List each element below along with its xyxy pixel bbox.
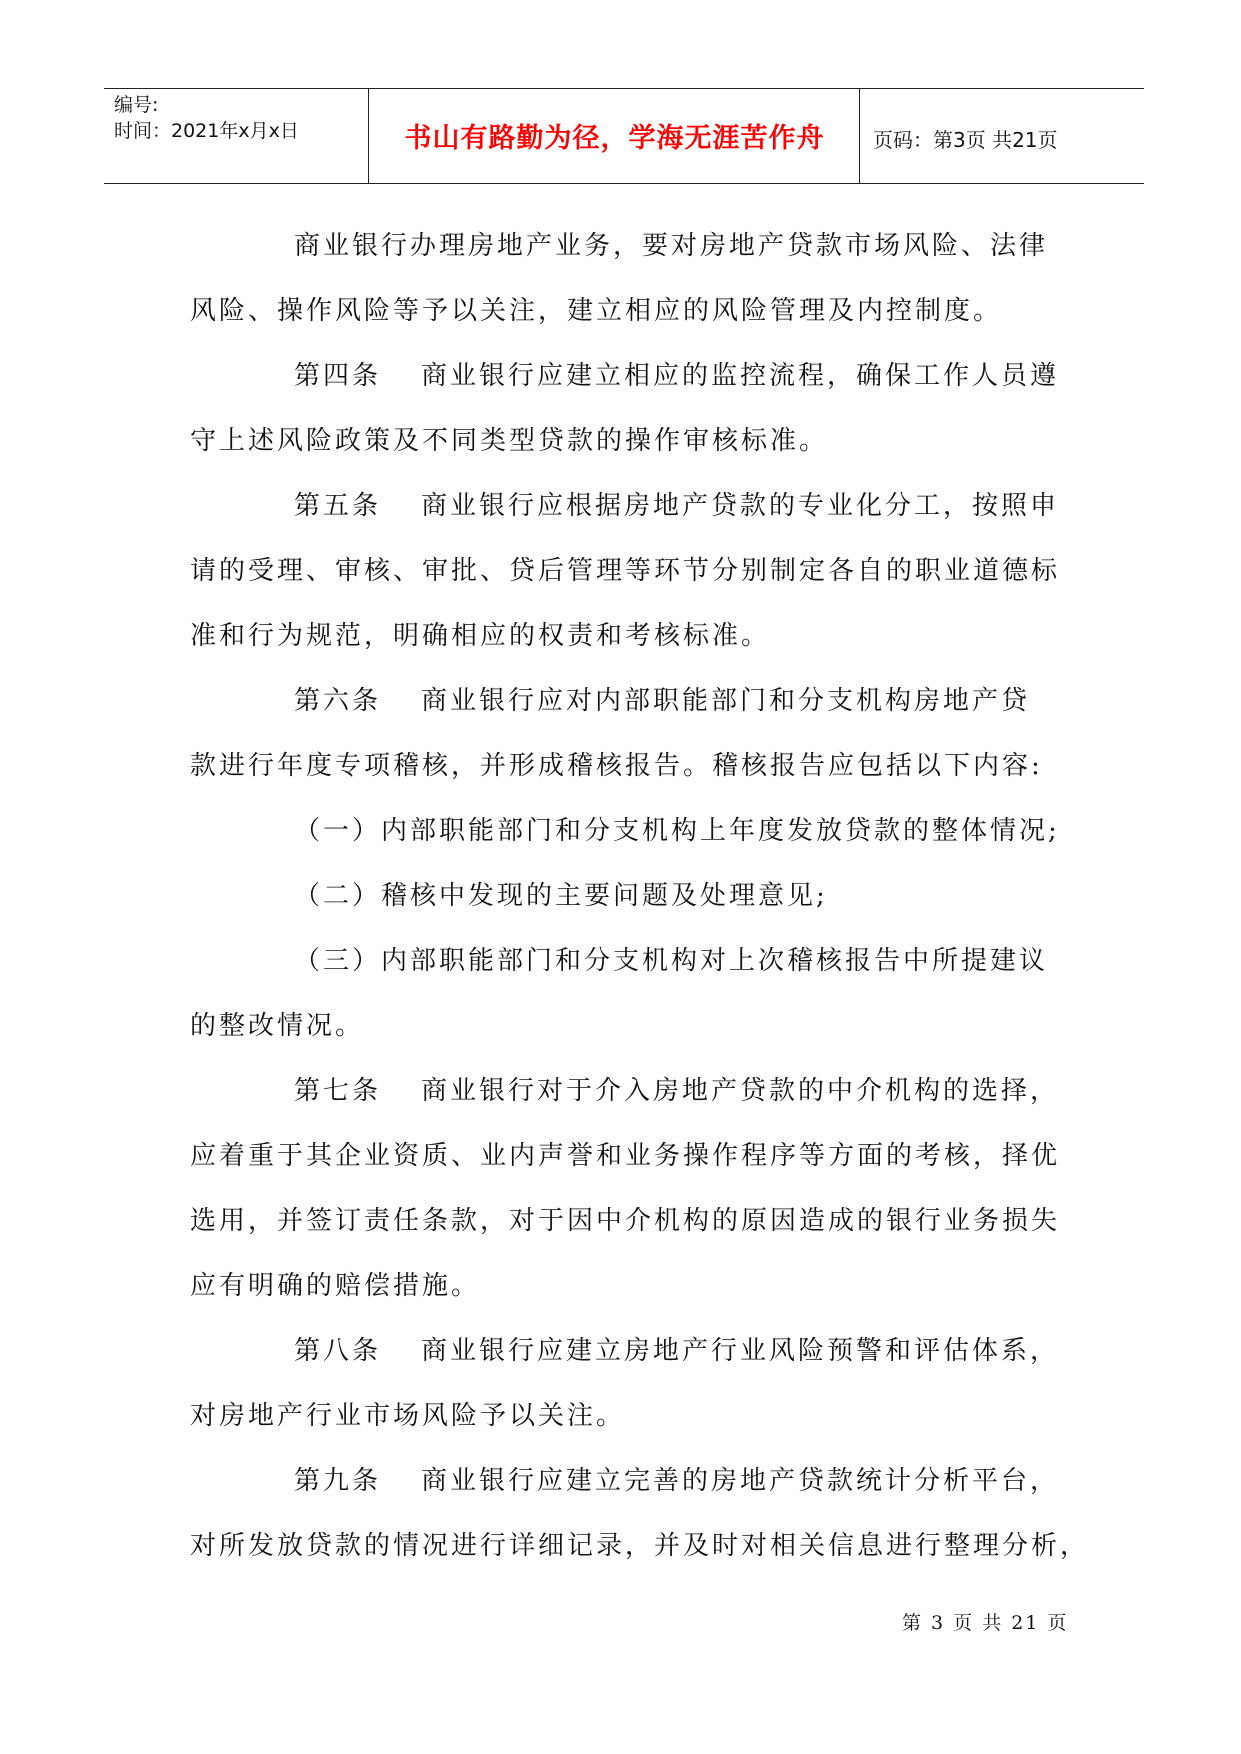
text-line: 准和行为规范，明确相应的权责和考核标准。 xyxy=(190,621,771,651)
article-8-line xyxy=(190,1319,1070,1384)
text-line: 对房地产行业市场风险予以关注。 xyxy=(190,1401,626,1431)
article-9-line xyxy=(190,1449,1070,1514)
text-line: 风险、操作风险等予以关注，建立相应的风险管理及内控制度。 xyxy=(190,296,1003,326)
article-7-line xyxy=(190,1059,1070,1124)
article-text: 商业银行应建立相应的监控流程，确保工作人员遵 xyxy=(421,361,1060,391)
text-line: 应着重于其企业资质、业内声誉和业务操作程序等方面的考核，择优 xyxy=(190,1141,1061,1171)
article-text: 商业银行应建立房地产行业风险预警和评估体系， xyxy=(421,1336,1060,1366)
article-5-line xyxy=(190,474,1070,539)
article-text: 商业银行应对内部职能部门和分支机构房地产贷 xyxy=(421,686,1031,716)
header-bottom-rule xyxy=(104,183,1144,184)
text-line: 对所发放贷款的情况进行详细记录，并及时对相关信息进行整理分析， xyxy=(190,1531,1090,1561)
article-4-line xyxy=(190,344,1070,409)
article-title: 第八条 xyxy=(294,1336,382,1366)
document-header xyxy=(104,88,1144,184)
article-title: 第七条 xyxy=(294,1076,382,1106)
text-line: 选用，并签订责任条款，对于因中介机构的原因造成的银行业务损失 xyxy=(190,1206,1061,1236)
text-line: 应有明确的赔偿措施。 xyxy=(190,1271,481,1301)
header-top-rule xyxy=(104,88,1144,89)
header-page-number: 页码：第3页 共21页 xyxy=(873,128,1058,152)
article-title: 第五条 xyxy=(294,491,382,521)
header-divider-right xyxy=(859,88,860,184)
document-time-label: 时间：2021年x月x日 xyxy=(114,120,299,142)
text-line: 的整改情况。 xyxy=(190,1011,365,1041)
text-line: 商业银行办理房地产业务，要对房地产贷款市场风险、法律 xyxy=(294,231,1049,261)
list-item: （一）内部职能部门和分支机构上年度发放贷款的整体情况; xyxy=(294,816,1060,846)
article-text: 商业银行对于介入房地产贷款的中介机构的选择， xyxy=(421,1076,1060,1106)
article-title: 第六条 xyxy=(294,686,382,716)
header-motto: 书山有路勤为径，学海无涯苦作舟 xyxy=(404,123,825,154)
article-title: 第九条 xyxy=(294,1466,382,1496)
header-meta xyxy=(114,92,299,144)
header-divider-left xyxy=(368,88,369,184)
list-item: （三）内部职能部门和分支机构对上次稽核报告中所提建议 xyxy=(294,946,1049,976)
text-line: 款进行年度专项稽核，并形成稽核报告。稽核报告应包括以下内容: xyxy=(190,751,1043,781)
page-footer: 第 3 页 共 21 页 xyxy=(902,1612,1069,1634)
article-text: 商业银行应根据房地产贷款的专业化分工，按照申 xyxy=(421,491,1060,521)
document-body xyxy=(190,214,1090,1579)
article-6-line xyxy=(190,669,1070,734)
list-item: （二）稽核中发现的主要问题及处理意见; xyxy=(294,881,828,911)
text-line: 守上述风险政策及不同类型贷款的操作审核标准。 xyxy=(190,426,829,456)
article-text: 商业银行应建立完善的房地产贷款统计分析平台， xyxy=(421,1466,1060,1496)
document-number-label: 编号: xyxy=(114,94,159,116)
article-title: 第四条 xyxy=(294,361,382,391)
text-line: 请的受理、审核、审批、贷后管理等环节分别制定各自的职业道德标 xyxy=(190,556,1061,586)
